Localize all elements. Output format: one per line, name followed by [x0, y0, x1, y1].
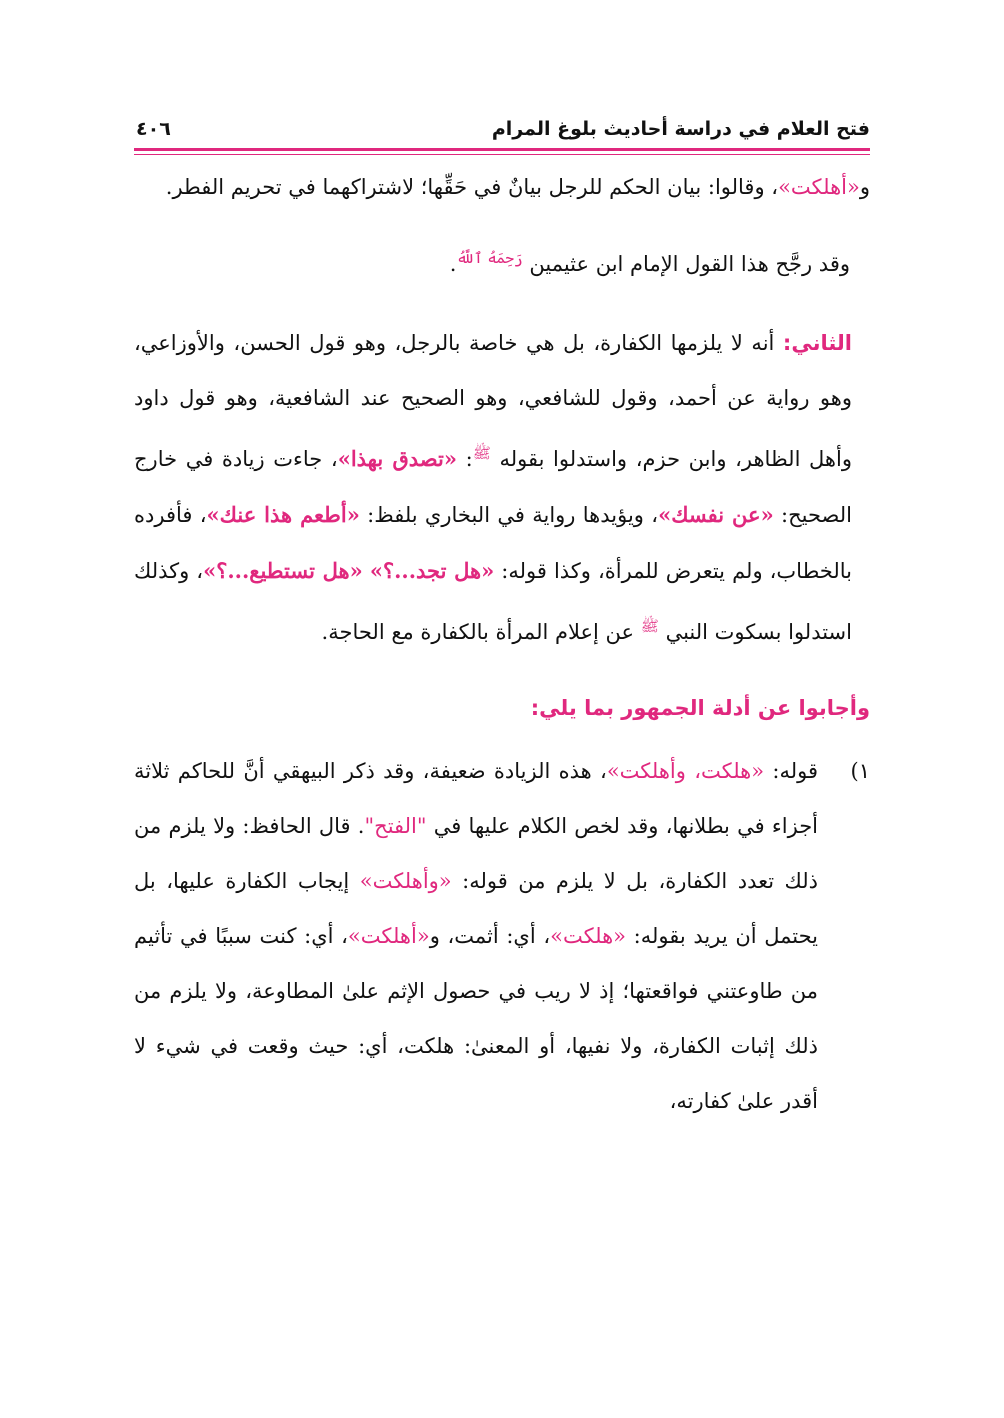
hadith-quote: «هلكت، وأهلكت» [606, 759, 765, 783]
text-segment: و [859, 175, 870, 199]
text-segment: وقد رجَّح هذا القول الإمام ابن عثيمين [529, 252, 850, 276]
list-item-text [134, 744, 818, 1129]
text-segment: . [449, 252, 457, 276]
paragraph-continuation [134, 160, 870, 215]
header-rule-thick [134, 148, 870, 151]
running-title: فتح العلام في دراسة أحاديث بلوغ المرام [491, 118, 870, 140]
text-segment: ، ويؤيدها رواية في البخاري بلفظ: [359, 503, 659, 527]
text-segment: ، وكذلك استدلوا بسكوت النبي [134, 559, 852, 644]
page-number: ٤٠٦ [136, 118, 171, 140]
opinion-label: الثاني: [782, 331, 852, 355]
text-segment: عن إعلام المرأة بالكفارة مع الحاجة. [321, 620, 641, 644]
hadith-quote: «وأهلكت» [359, 869, 452, 893]
text-segment: قوله: [764, 759, 818, 783]
hadith-quote: «هل تستطيع...؟» [203, 558, 363, 583]
hadith-quote: «هل تجد...؟» [369, 558, 495, 583]
paragraph-second-opinion [134, 316, 870, 660]
book-page [134, 0, 870, 1418]
text-segment: إيجاب الكفارة عليها، بل يحتمل أن يريد بقوله: [134, 869, 818, 948]
honorific-salawat: ﷺ [472, 444, 491, 462]
section-heading: وأجابوا عن أدلة الجمهور بما يلي: [530, 696, 870, 720]
hadith-quote: «تصدق بهذا» [337, 446, 457, 471]
text-segment: ، وقالوا: بيان الحكم للرجل بيانٌ في حَقِّها؛ لاشتراكهما في تحريم الفطر. [165, 175, 779, 199]
text-segment: ، جاءت زيادة في خارج الصحيح: [134, 447, 852, 527]
page-body [134, 160, 870, 1129]
hadith-quote: «أهلكت» [778, 175, 860, 199]
paragraph-tarjih [134, 231, 870, 292]
text-segment: ، فأفرده بالخطاب، ولم يتعرض للمرأة، وكذا قوله: [134, 503, 852, 583]
text-segment: ، أي: أثمت، و [429, 924, 551, 948]
hadith-quote: «هلكت» [550, 924, 627, 948]
page-header [134, 108, 870, 150]
hadith-quote: «أهلكت» [347, 924, 430, 948]
text-segment: ، هذه الزيادة ضعيفة، وقد ذكر البيهقي أنَّ للحاكم ثلاثة أجزاء في بطلانها، وقد لخص الكلام عليها في [134, 759, 819, 838]
list-item-number: ١) [850, 759, 870, 783]
list-item [134, 744, 870, 1129]
text-segment: . قال الحافظ: ولا يلزم من ذلك تعدد الكفارة، بل لا يلزم من قوله: [134, 814, 818, 893]
honorific-rahimahullah: رَحِمَهُ ٱللَّهُ [456, 249, 523, 267]
honorific-salawat: ﷺ [640, 617, 659, 635]
text-segment: أنه لا يلزمها الكفارة، بل هي خاصة بالرجل، وهو قول الحسن، والأوزاعي، وهو رواية عن أحمد، وقول للشافعي، وهو الصحيح عند الشافعية، وهو قول داود وأهل الظاهر، وابن حزم، واستدلوا بقوله [134, 331, 852, 471]
hadith-quote: «أطعم هذا عنك» [206, 502, 360, 527]
text-segment: ، أي: كنت سببًا في تأثيم من طاوعتني فواقعتها؛ إذ لا ريب في حصول الإثم علىٰ المطاوعة، ولا يلزم من ذلك إثبات الكفارة، ولا نفيها، أو المعنىٰ: هلكت، أي: حيث وقعت في شيء لا أقدر علىٰ كفارته، [134, 924, 818, 1113]
text-segment: : [456, 447, 473, 471]
hadith-quote: «عن نفسك» [658, 502, 774, 527]
text-segment [363, 559, 370, 583]
book-reference: "الفتح" [364, 814, 427, 838]
header-rule-thin [134, 154, 870, 155]
